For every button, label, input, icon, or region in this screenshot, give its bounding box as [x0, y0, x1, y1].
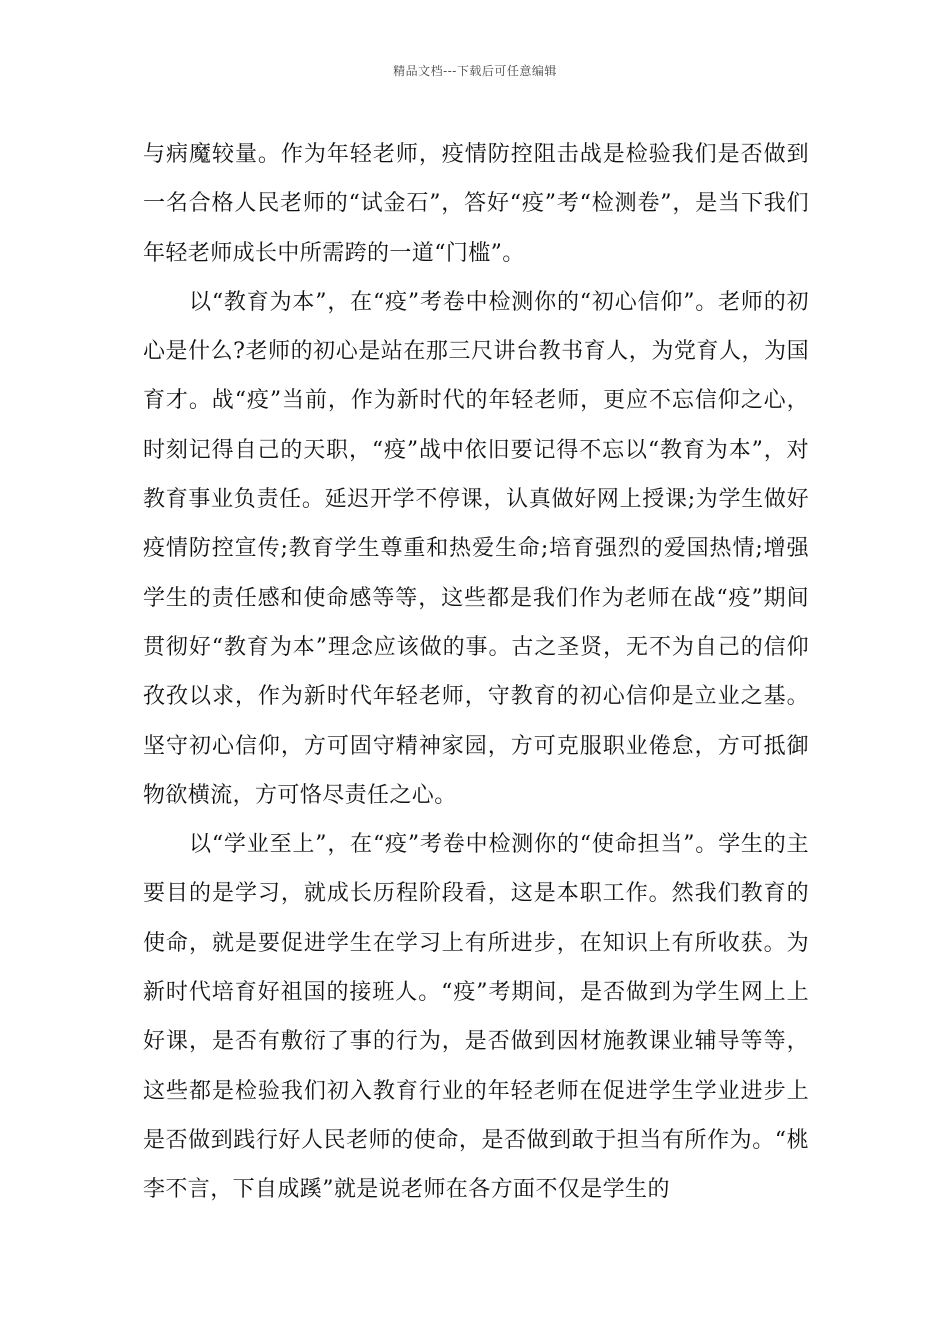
- paragraph-2: 以“教育为本”，在“疫”考卷中检测你的“初心信仰”。老师的初心是什么?老师的初心是站在那三尺讲台教书育人，为党育人，为国育才。战“疫”当前，作为新时代的年轻老师，更应不忘信仰之心，时刻记得自己的天职，“疫”战中依旧要记得不忘以“教育为本”，对教育事业负责任。延迟开学不停课，认真做好网上授课;为学生做好疫情防控宣传;教育学生尊重和热爱生命;培育强烈的爱国热情;增强学生的责任感和使命感等等，这些都是我们作为老师在战“疫”期间贯彻好“教育为本”理念应该做的事。古之圣贤，无不为自己的信仰孜孜以求，作为新时代年轻老师，守教育的初心信仰是立业之基。坚守初心信仰，方可固守精神家园，方可克服职业倦怠，方可抵御物欲横流，方可恪尽责任之心。: [143, 289, 809, 808]
- page-header: 精品文档---下载后可任意编辑: [393, 64, 557, 78]
- paragraph-3: 以“学业至上”，在“疫”考卷中检测你的“使命担当”。学生的主要目的是学习，就成长历程阶段看，这是本职工作。然我们教育的使命，就是要促进学生在学习上有所进步，在知识上有所收获。为新时代培育好祖国的接班人。“疫”考期间，是否做到为学生网上上好课，是否有敷衍了事的行为，是否做到因材施教课业辅导等等，这些都是检验我们初入教育行业的年轻老师在促进学生学业进步上是否做到践行好人民老师的使命，是否做到敢于担当有所作为。“桃李不言，下自成蹊”就是说老师在各方面不仅是学生的: [143, 832, 809, 1203]
- paragraph-1: 与病魔较量。作为年轻老师，疫情防控阻击战是检验我们是否做到一名合格人民老师的“试金石”，答好“疫”考“检测卷”，是当下我们年轻老师成长中所需跨的一道“门槛”。: [143, 142, 809, 266]
- document-body: [143, 130, 809, 1215]
